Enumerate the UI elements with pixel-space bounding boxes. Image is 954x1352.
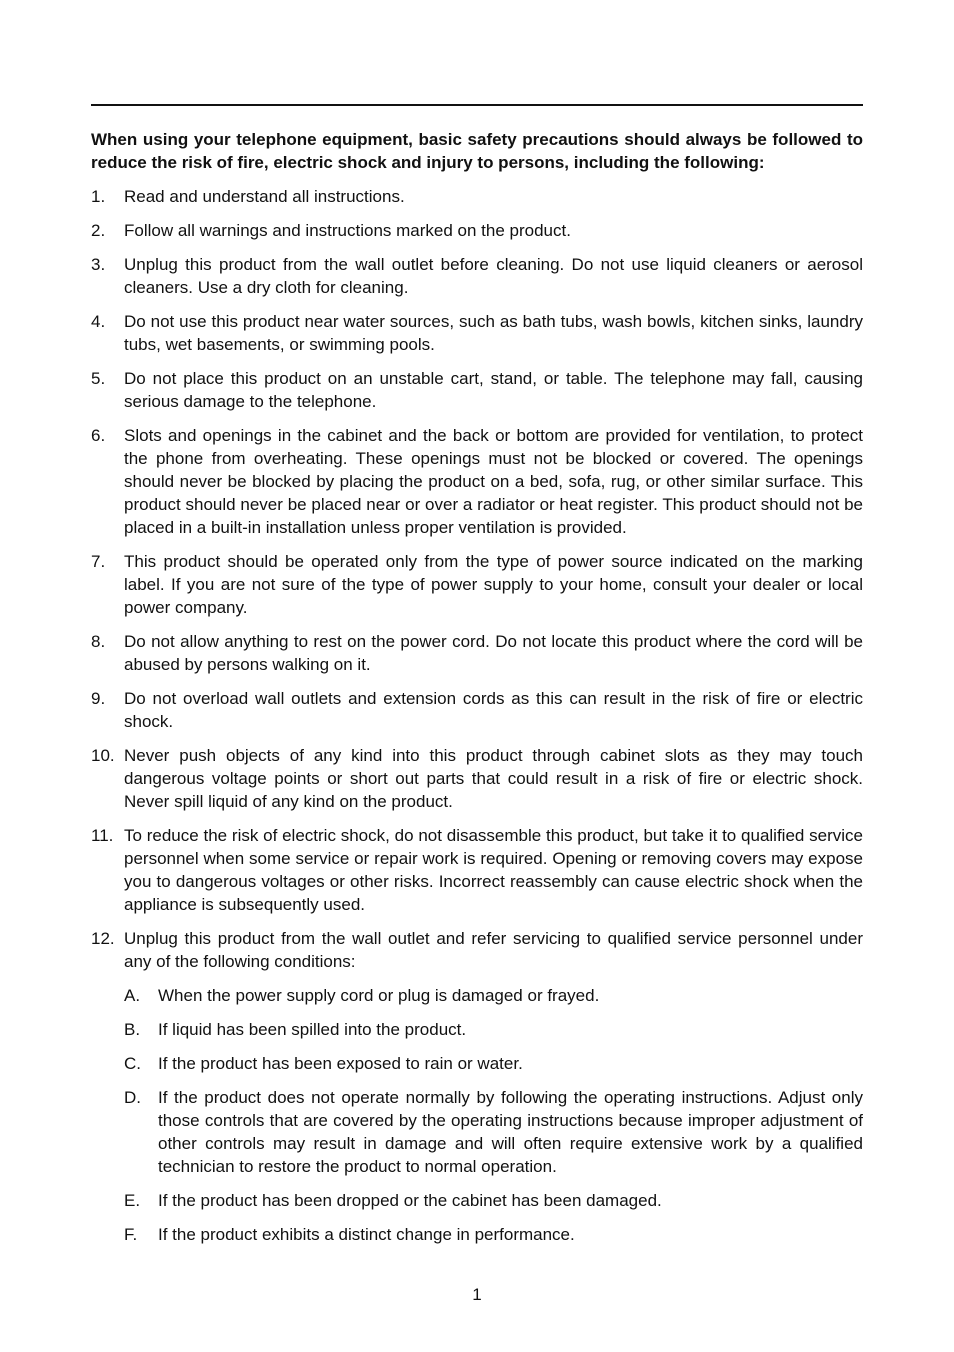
item-text: If the product has been dropped or the cabinet has been damaged. [158,1191,662,1210]
list-item [91,424,863,539]
item-text: Do not overload wall outlets and extension cords as this can result in the risk of fire or electric shock. [124,689,863,731]
item-text: Do not place this product on an unstable cart, stand, or table. The telephone may fall, causing serious damage to the telephone. [124,369,863,411]
list-item [91,927,863,1246]
list-item [91,253,863,299]
item-number: 2. [91,221,106,240]
item-letter: D. [124,1088,141,1107]
item-number: 3. [91,255,106,274]
list-item [91,550,863,619]
list-item [91,310,863,356]
item-text: If liquid has been spilled into the product. [158,1020,467,1039]
item-text: To reduce the risk of electric shock, do not disassemble this product, but take it to qualified service personnel when some service or repair work is required. Opening or removing covers may expose you to dangerous voltages or other risks. Incorrect reassembly can cause electric shock when the appliance is subsequently used. [124,826,863,914]
item-text: Follow all warnings and instructions marked on the product. [124,221,571,240]
item-letter: F. [124,1225,138,1244]
item-number: 6. [91,426,106,445]
list-item [91,744,863,813]
item-number: 1. [91,187,106,206]
item-text: Do not allow anything to rest on the power cord. Do not locate this product where the cord will be abused by persons walking on it. [124,632,863,674]
item-number: 10. [91,746,115,765]
item-number: 7. [91,552,106,571]
sublist-item [91,1052,863,1075]
sublist-item [91,984,863,1007]
sublist-item [91,1018,863,1041]
item-number: 12. [91,929,115,948]
sublist-item [91,1086,863,1178]
item-letter: E. [124,1191,141,1210]
condition-sublist [91,984,863,1246]
item-number: 4. [91,312,106,331]
item-letter: A. [124,986,141,1005]
list-item [91,219,863,242]
item-text: Unplug this product from the wall outlet before cleaning. Do not use liquid cleaners or aerosol cleaners. Use a dry cloth for cleaning. [124,255,863,297]
item-text: Unplug this product from the wall outlet and refer servicing to qualified service personnel under any of the following conditions: [124,929,863,971]
item-text: This product should be operated only from the type of power source indicated on the marking label. If you are not sure of the type of power supply to your home, consult your dealer or local power company. [124,552,863,617]
item-number: 8. [91,632,106,651]
list-item [91,687,863,733]
item-letter: C. [124,1054,141,1073]
item-number: 9. [91,689,106,708]
item-text: If the product does not operate normally by following the operating instructions. Adjust only those controls that are covered by the operating instructions because improper adjustment of other controls may result in damage and will often require extensive work by a qualified technician to restore the product to normal operation. [158,1088,863,1176]
item-text: When the power supply cord or plug is damaged or frayed. [158,986,600,1005]
sublist-item [91,1223,863,1246]
item-letter: B. [124,1020,141,1039]
safety-list [91,185,863,1257]
item-text: Do not use this product near water sources, such as bath tubs, wash bowls, kitchen sinks, laundry tubs, wet basements, or swimming pools. [124,312,863,354]
page-number: 1 [472,1285,482,1304]
item-text: Read and understand all instructions. [124,187,405,206]
item-number: 5. [91,369,106,388]
sublist-item [91,1189,863,1212]
item-text: Never push objects of any kind into this product through cabinet slots as they may touch dangerous voltage points or short out parts that could result in a risk of fire or electric shock. Never spill liquid of any kind on the product. [124,746,863,811]
list-item [91,630,863,676]
top-rule [91,104,863,106]
item-text: Slots and openings in the cabinet and the back or bottom are provided for ventilation, to protect the phone from overheating. These openings must not be blocked or covered. The openings should never be blocked by placing the product on a bed, sofa, rug, or other similar surface. This product should never be placed near or over a radiator or heat register. This product should not be placed in a built-in installation unless proper ventilation is provided. [124,426,863,537]
item-text: If the product has been exposed to rain or water. [158,1054,523,1073]
list-item [91,367,863,413]
list-item [91,824,863,916]
list-item [91,185,863,208]
intro-text: When using your telephone equipment, basic safety precautions should always be followed to reduce the risk of fire, electric shock and injury to persons, including the following: [91,130,863,172]
item-number: 11. [91,826,114,845]
item-text: If the product exhibits a distinct change in performance. [158,1225,575,1244]
